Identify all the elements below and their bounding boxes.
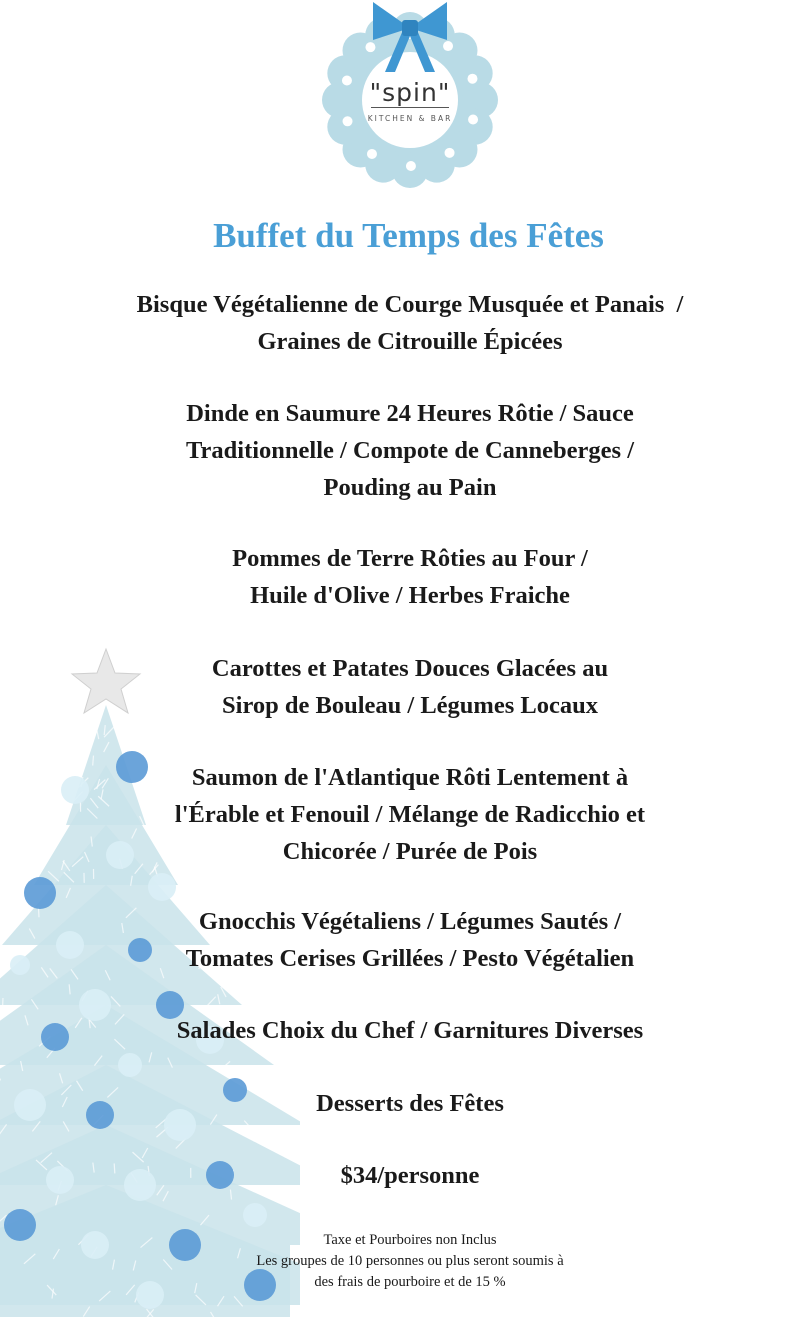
brand-name: "spin" [369, 78, 451, 107]
footer-note [200, 1230, 620, 1293]
brand-logo [355, 78, 465, 123]
menu-line: Pouding au Pain [323, 474, 497, 501]
menu-line: Bisque Végétalienne de Courge Musquée et Panais / [136, 291, 684, 318]
menu-line: Carottes et Patates Douces Glacées au [211, 655, 609, 682]
menu-item-bisque [80, 286, 740, 360]
christmas-tree-icon [0, 645, 300, 1317]
menu-line: Traditionnelle / Compote de Canneberges / [185, 437, 634, 464]
menu-item-salades [80, 1012, 740, 1049]
menu-line: Gnocchis Végétaliens / Légumes Sautés / [198, 908, 622, 935]
price: $34/personne [340, 1162, 480, 1189]
menu-line: Chicorée / Purée de Pois [282, 838, 538, 865]
menu-item-gnocchis [80, 903, 740, 977]
menu-item-dinde [80, 395, 740, 506]
menu-line: Dinde en Saumure 24 Heures Rôtie / Sauce [186, 400, 634, 427]
menu-item-carottes [80, 650, 740, 724]
brand-divider [371, 107, 449, 108]
menu-line: Huile d'Olive / Herbes Fraiche [250, 582, 570, 609]
menu-line: l'Érable et Fenouil / Mélange de Radicchio et [174, 801, 646, 828]
menu-line: Graines de Citrouille Épicées [257, 328, 563, 355]
menu-line: Saumon de l'Atlantique Rôti Lentement à [191, 764, 629, 791]
menu-item-saumon [80, 759, 740, 870]
menu-line: Salades Choix du Chef / Garnitures Diverses [176, 1017, 644, 1044]
footer-line: Les groupes de 10 personnes ou plus seront soumis à [256, 1253, 564, 1269]
footer-line: des frais de pourboire et de 15 % [314, 1274, 506, 1290]
brand-subtitle: KITCHEN & BAR [367, 114, 453, 123]
menu-line: Tomates Cerises Grillées / Pesto Végétalien [185, 945, 635, 972]
footer-line: Taxe et Pourboires non Inclus [323, 1232, 497, 1248]
menu-line: Pommes de Terre Rôties au Four / [232, 545, 588, 572]
menu-title: Buffet du Temps des Fêtes [213, 216, 604, 255]
menu-line: Sirop de Bouleau / Légumes Locaux [222, 692, 598, 719]
menu-item-pommes [80, 540, 740, 614]
menu-item-desserts [80, 1085, 740, 1122]
menu-line: Desserts des Fêtes [316, 1090, 504, 1117]
